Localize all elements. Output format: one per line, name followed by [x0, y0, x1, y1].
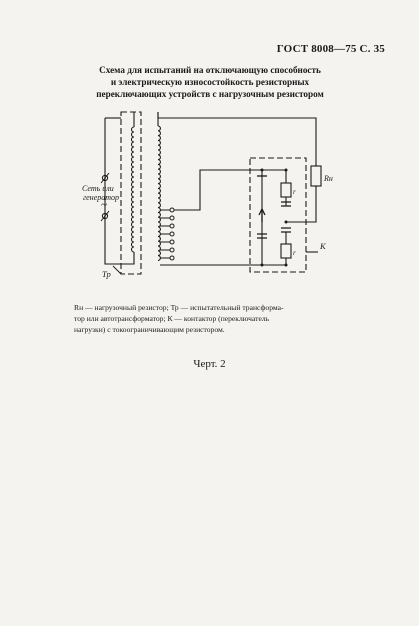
legend-line-3: нагрузки) с токоограничивающим резистором.: [74, 325, 225, 334]
resistor-lower-bottom: [250, 258, 286, 265]
tap-terminal: [170, 240, 174, 244]
tap-terminal: [170, 224, 174, 228]
primary-winding: [132, 127, 135, 252]
title-line-3: переключающих устройств с нагрузочным резистором: [96, 89, 324, 99]
resistor-lower-label: r: [293, 249, 296, 257]
tap-terminal: [170, 232, 174, 236]
load-return-wire: [306, 186, 316, 222]
tap-terminal: [170, 208, 174, 212]
secondary-winding: [158, 126, 160, 260]
tap-terminal: [170, 248, 174, 252]
legend: [74, 302, 344, 335]
legend-line-1: Rн — нагрузочный резистор; Тр — испытательный трансформа-: [74, 303, 284, 312]
figure-caption: Черт. 2: [193, 358, 226, 370]
source-label-line2: генератор: [83, 193, 119, 202]
contactor-box: [250, 158, 306, 272]
tap-terminal: [170, 216, 174, 220]
contactor-label: К: [320, 241, 326, 251]
page-header: ГОСТ 8008—75 С. 35: [276, 43, 385, 55]
load-resistor-label: Rн: [324, 174, 333, 183]
transformer-label: Тр: [102, 269, 111, 279]
tap-terminal: [170, 256, 174, 260]
load-resistor: [311, 166, 321, 186]
title-line-1: Схема для испытаний на отключающую способность: [99, 65, 321, 75]
ac-symbol: ~: [101, 199, 107, 211]
contact-lower-right: [281, 228, 291, 232]
source-label-line1: Сеть или: [82, 184, 114, 193]
secondary-top-wire: [158, 112, 316, 166]
legend-line-2: тор или автотрансформатор; К — контактор (переключатель: [74, 314, 270, 323]
resistor-upper-label: r: [293, 188, 296, 196]
resistor-upper: [281, 183, 291, 197]
tap-wire-upper: [160, 170, 262, 210]
title-line-2: и электрическую износостойкость резисторных: [110, 77, 310, 87]
resistor-lower: [281, 244, 291, 258]
winding-taps: [160, 208, 174, 260]
transformer-leader: [113, 266, 121, 274]
